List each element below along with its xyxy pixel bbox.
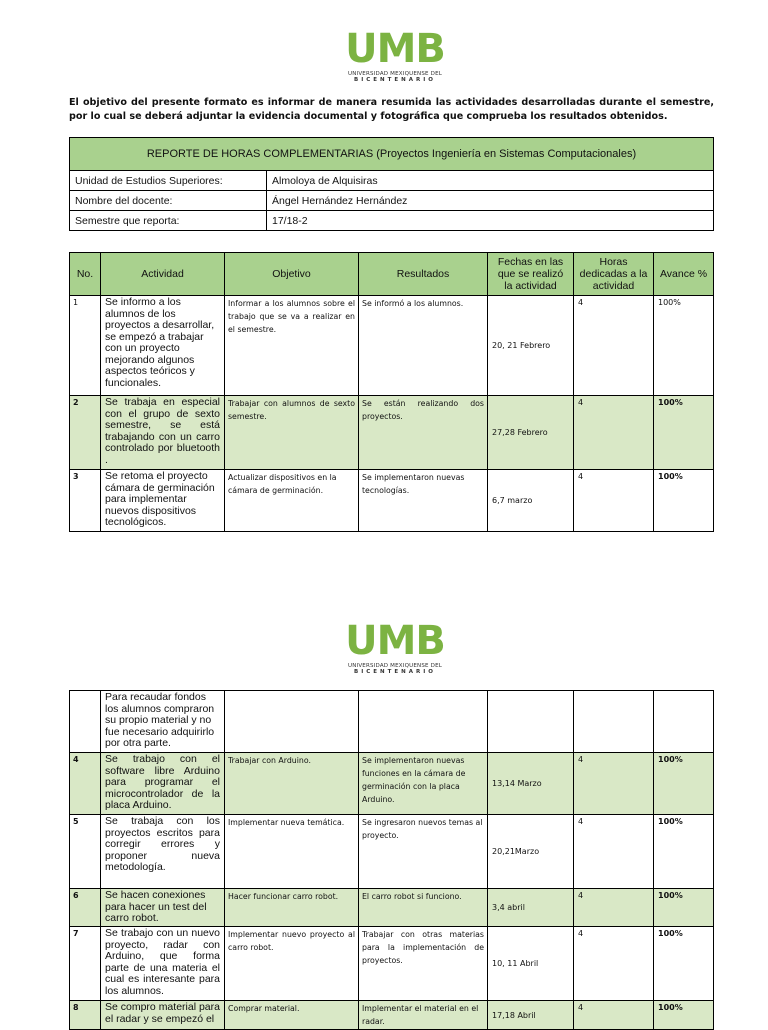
row-avance bbox=[654, 691, 714, 753]
info-label: Semestre que reporta: bbox=[70, 211, 267, 231]
info-label: Nombre del docente: bbox=[70, 191, 267, 211]
header-resultados: Resultados bbox=[359, 253, 488, 296]
row-objetivo: Actualizar dispositivos en la cámara de germinación. bbox=[225, 470, 359, 532]
row-number: 4 bbox=[70, 753, 101, 815]
row-objetivo: Implementar nueva temática. bbox=[225, 815, 359, 889]
row-horas: 4 bbox=[574, 753, 654, 815]
row-resultados: Se ingresaron nuevos temas al proyecto. bbox=[359, 815, 488, 889]
university-logo bbox=[340, 26, 450, 83]
header-actividad: Actividad bbox=[101, 253, 225, 296]
row-horas: 4 bbox=[574, 889, 654, 927]
row-objetivo: Hacer funcionar carro robot. bbox=[225, 889, 359, 927]
row-actividad: Se trabajo con un nuevo proyecto, radar con Arduino, que forma parte de una materia el cual es interesante para los alumnos. bbox=[101, 927, 225, 1001]
row-horas bbox=[574, 691, 654, 753]
row-avance: 100% bbox=[654, 927, 714, 1001]
row-number: 7 bbox=[70, 927, 101, 1001]
header-fechas: Fechas en las que se realizó la actividad bbox=[488, 253, 574, 296]
row-fechas: 6,7 marzo bbox=[488, 470, 574, 532]
row-avance: 100% bbox=[654, 296, 714, 396]
row-number: 8 bbox=[70, 1001, 101, 1030]
university-logo bbox=[340, 618, 450, 675]
row-actividad: Se trabaja en especial con el grupo de sexto semestre, se está trabajando con un carro controlado por bluetooth . bbox=[101, 396, 225, 470]
row-fechas bbox=[488, 691, 574, 753]
table-row bbox=[70, 691, 714, 753]
row-resultados: Se implementaron nuevas funciones en la cámara de germinación con la placa Arduino. bbox=[359, 753, 488, 815]
info-label: Unidad de Estudios Superiores: bbox=[70, 171, 267, 191]
row-fechas: 3,4 abril bbox=[488, 889, 574, 927]
row-horas: 4 bbox=[574, 470, 654, 532]
table-row bbox=[70, 753, 714, 815]
row-objetivo bbox=[225, 691, 359, 753]
row-resultados: Se implementaron nuevas tecnologías. bbox=[359, 470, 488, 532]
table-row bbox=[70, 889, 714, 927]
row-horas: 4 bbox=[574, 296, 654, 396]
logo-line-1: UNIVERSIDAD MEXIQUENSE DEL bbox=[347, 71, 443, 77]
row-objetivo: Implementar nuevo proyecto al carro robot. bbox=[225, 927, 359, 1001]
table-row bbox=[70, 396, 714, 470]
table-row bbox=[70, 470, 714, 532]
header-avance: Avance % bbox=[654, 253, 714, 296]
row-fechas: 13,14 Marzo bbox=[488, 753, 574, 815]
intro-paragraph: El objetivo del presente formato es informar de manera resumida las actividades desarrolladas durante el semestre, por lo cual se deberá adjuntar la evidencia documental y fotográfica que comprueba los resultados obtenidos. bbox=[69, 97, 714, 122]
header-no: No. bbox=[70, 253, 101, 296]
row-horas: 4 bbox=[574, 927, 654, 1001]
row-avance: 100% bbox=[654, 1001, 714, 1030]
row-avance: 100% bbox=[654, 396, 714, 470]
logo-mark: UMB bbox=[345, 26, 445, 72]
row-resultados bbox=[359, 691, 488, 753]
row-horas: 4 bbox=[574, 396, 654, 470]
row-actividad: Se trabaja con los proyectos escritos para corregir errores y proponer nueva metodología. bbox=[101, 815, 225, 889]
row-resultados: Implementar el material en el radar. bbox=[359, 1001, 488, 1030]
header-horas: Horas dedicadas a la actividad bbox=[574, 253, 654, 296]
row-number: 1 bbox=[70, 296, 101, 396]
info-value: Ángel Hernández Hernández bbox=[267, 191, 714, 211]
row-number: 3 bbox=[70, 470, 101, 532]
row-resultados: Trabajar con otras materias para la implementación de proyectos. bbox=[359, 927, 488, 1001]
logo-mark: UMB bbox=[345, 618, 445, 664]
row-avance: 100% bbox=[654, 889, 714, 927]
row-horas: 4 bbox=[574, 1001, 654, 1030]
report-title: REPORTE DE HORAS COMPLEMENTARIAS (Proyectos Ingeniería en Sistemas Computacionales) bbox=[70, 138, 714, 171]
report-info-table bbox=[69, 137, 714, 231]
row-fechas: 27,28 Febrero bbox=[488, 396, 574, 470]
row-objetivo: Informar a los alumnos sobre el trabajo que se va a realizar en el semestre. bbox=[225, 296, 359, 396]
row-number: 5 bbox=[70, 815, 101, 889]
row-objetivo: Trabajar con alumnos de sexto semestre. bbox=[225, 396, 359, 470]
table-row bbox=[70, 815, 714, 889]
row-fechas: 10, 11 Abril bbox=[488, 927, 574, 1001]
row-fechas: 17,18 Abril bbox=[488, 1001, 574, 1030]
info-value: 17/18-2 bbox=[267, 211, 714, 231]
row-horas: 4 bbox=[574, 815, 654, 889]
header-objetivo: Objetivo bbox=[225, 253, 359, 296]
row-actividad: Se informo a los alumnos de los proyectos a desarrollar, se empezó a trabajar con un proyecto mejorando algunos aspectos teóricos y funcionales. bbox=[101, 296, 225, 396]
row-number: 2 bbox=[70, 396, 101, 470]
logo-line-1: UNIVERSIDAD MEXIQUENSE DEL bbox=[347, 663, 443, 669]
row-actividad: Para recaudar fondos los alumnos compraron su propio material y no fue necesario adquirirlo por otra parte. bbox=[101, 691, 225, 753]
row-avance: 100% bbox=[654, 815, 714, 889]
row-actividad: Se compro material para el radar y se empezó el bbox=[101, 1001, 225, 1030]
activities-table bbox=[69, 252, 714, 532]
row-actividad: Se trabajo con el software libre Arduino para programar el microcontrolador de la placa Arduino. bbox=[101, 753, 225, 815]
table-row bbox=[70, 927, 714, 1001]
row-resultados: Se están realizando dos proyectos. bbox=[359, 396, 488, 470]
table-row bbox=[70, 296, 714, 396]
activities-table-continued bbox=[69, 690, 714, 1030]
row-avance: 100% bbox=[654, 753, 714, 815]
row-resultados: Se informó a los alumnos. bbox=[359, 296, 488, 396]
row-avance: 100% bbox=[654, 470, 714, 532]
info-value: Almoloya de Alquisiras bbox=[267, 171, 714, 191]
row-fechas: 20, 21 Febrero bbox=[488, 296, 574, 396]
row-resultados: El carro robot si funciono. bbox=[359, 889, 488, 927]
row-actividad: Se hacen conexiones para hacer un test del carro robot. bbox=[101, 889, 225, 927]
row-objetivo: Comprar material. bbox=[225, 1001, 359, 1030]
row-number bbox=[70, 691, 101, 753]
row-objetivo: Trabajar con Arduino. bbox=[225, 753, 359, 815]
row-fechas: 20,21Marzo bbox=[488, 815, 574, 889]
table-row bbox=[70, 1001, 714, 1030]
row-number: 6 bbox=[70, 889, 101, 927]
logo-line-2: BICENTENARIO bbox=[354, 77, 436, 83]
row-actividad: Se retoma el proyecto cámara de germinación para implementar nuevos dispositivos tecnológicos. bbox=[101, 470, 225, 532]
logo-line-2: BICENTENARIO bbox=[354, 669, 436, 675]
